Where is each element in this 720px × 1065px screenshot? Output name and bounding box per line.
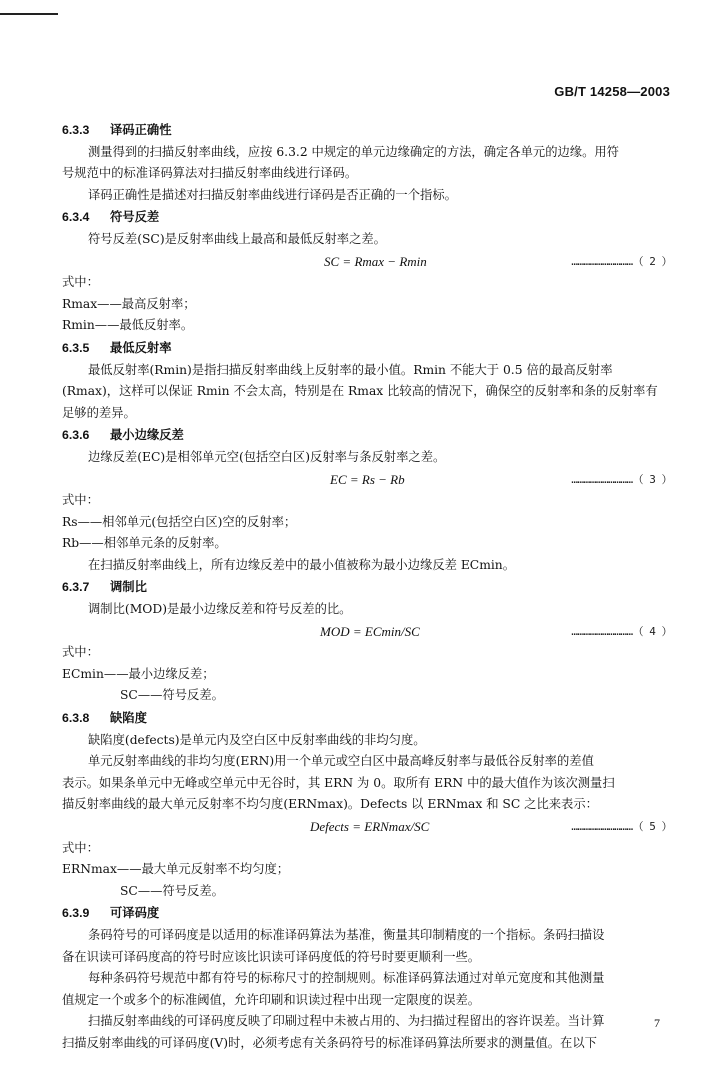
section-title: 缺陷度	[110, 710, 147, 726]
section-title: 最小边缘反差	[110, 427, 184, 443]
text-line: 式中：	[62, 645, 99, 660]
text-line: 足够的差异。	[62, 405, 136, 420]
section-title: 最低反射率	[110, 339, 172, 355]
section-heading	[62, 337, 672, 360]
paragraph-line: 条码符号的可译码度是以适用的标准译码算法为基准，衡量其印制精度的一个指标。条码扫描设	[88, 927, 605, 942]
formula-expression: SC = Rmax − Rmin	[324, 253, 427, 269]
text-line: Rb——相邻单元条的反射率。	[62, 536, 227, 551]
text-line: ECmin——最小边缘反差；	[62, 666, 215, 681]
text-line: (Rmax)，这样可以保证 Rmin 不会太高，特别是在 Rmax 比较高的情况下，确保空的反射率和条的反射率有	[62, 384, 658, 399]
paragraph-line: 最低反射率(Rmin)是指扫描反射率曲线上反射率的最小值。Rmin 不能大于 0.5 倍的最高反射率	[88, 362, 613, 377]
page-number: 7	[654, 1016, 660, 1030]
standard-number: GB/T 14258—2003	[554, 84, 670, 99]
paragraph-line: 边缘反差(EC)是相邻单元空(包括空白区)反射率与条反射率之差。	[88, 449, 446, 464]
formula-line	[62, 621, 672, 643]
text-line: SC——符号反差。	[120, 883, 224, 898]
text-line: 扫描反射率曲线的可译码度(V)时，必须考虑有关条码符号的标准译码算法所要求的测量值。在以下	[62, 1035, 597, 1050]
equation-number: …………………………（ 2 ）	[571, 254, 672, 268]
top-rule	[0, 13, 58, 15]
paragraph-line: 测量得到的扫描反射率曲线，应按 6.3.2 中规定的单元边缘确定的方法，确定各单元的边缘。用符	[88, 144, 619, 159]
formula-line	[62, 816, 672, 838]
section-heading	[62, 576, 672, 599]
formula-expression: MOD = ECmin/SC	[320, 623, 420, 639]
section-heading	[62, 902, 672, 925]
formula-line	[62, 251, 672, 273]
text-line: Rs——相邻单元(包括空白区)空的反射率；	[62, 514, 297, 529]
text-line: 式中：	[62, 275, 99, 290]
equation-number: …………………………（ 4 ）	[571, 624, 672, 638]
paragraph-line: 译码正确性是描述对扫描反射率曲线进行译码是否正确的一个指标。	[88, 187, 457, 202]
section-title: 译码正确性	[110, 122, 172, 137]
paragraph-line: 扫描反射率曲线的可译码度反映了印刷过程中未被占用的、为扫描过程留出的容许误差。当计算	[88, 1014, 605, 1029]
paragraph-line: 单元反射率曲线的非均匀度(ERN)用一个单元或空白区中最高峰反射率与最低谷反射率的差值	[88, 754, 594, 769]
text-line: 式中：	[62, 840, 99, 855]
paragraph-line: 调制比(MOD)是最小边缘反差和符号反差的比。	[88, 602, 352, 617]
section-heading	[62, 424, 672, 447]
equation-number: …………………………（ 3 ）	[571, 472, 672, 486]
text-line: Rmax——最高反射率；	[62, 296, 196, 311]
text-line: 描反射率曲线的最大单元反射率不均匀度(ERNmax)。Defects 以 ERNmax 和 SC 之比来表示：	[62, 797, 598, 812]
section-number: 6.3.5	[62, 340, 90, 355]
section-number: 6.3.6	[62, 428, 90, 443]
formula-expression: Defects = ERNmax/SC	[310, 819, 430, 834]
text-line: 值规定一个或多个的标准阈值，允许印刷和识读过程中出现一定限度的误差。	[62, 992, 481, 1007]
section-heading	[62, 707, 672, 730]
text-line: ERNmax——最大单元反射率不均匀度；	[62, 862, 290, 877]
text-line: 式中：	[62, 493, 99, 508]
equation-number: …………………………（ 5 ）	[571, 820, 672, 833]
text-line: Rmin——最低反射率。	[62, 318, 194, 333]
paragraph-line: 符号反差(SC)是反射率曲线上最高和最低反射率之差。	[88, 231, 386, 246]
section-title: 符号反差	[110, 209, 160, 225]
section-number: 6.3.8	[62, 711, 90, 726]
text-line: 备在识读可译码度高的符号时应该比识读可译码度低的符号时要更顺利一些。	[62, 949, 481, 964]
formula-line	[62, 469, 672, 491]
section-heading	[62, 206, 672, 229]
text-line: 表示。如果条单元中无峰或空单元中无谷时，其 ERN 为 0。取所有 ERN 中的最大值作为该次测量扫	[62, 775, 615, 790]
text-line: 号规范中的标准译码算法对扫描反射率曲线进行译码。	[62, 166, 358, 181]
paragraph-line: 在扫描反射率曲线上，所有边缘反差中的最小值被称为最小边缘反差 ECmin。	[88, 557, 516, 572]
section-number: 6.3.3	[62, 123, 90, 137]
document-body	[62, 119, 672, 1055]
section-number: 6.3.7	[62, 580, 90, 595]
text-line: SC——符号反差。	[120, 688, 224, 703]
section-title: 可译码度	[110, 905, 160, 921]
paragraph-line: 缺陷度(defects)是单元内及空白区中反射率曲线的非均匀度。	[88, 732, 426, 747]
section-heading	[62, 119, 672, 142]
section-number: 6.3.4	[62, 210, 90, 225]
formula-expression: EC = Rs − Rb	[330, 471, 405, 487]
paragraph-line: 每种条码符号规范中都有符号的标称尺寸的控制规则。标准译码算法通过对单元宽度和其他测量	[88, 971, 605, 986]
section-title: 调制比	[110, 579, 147, 595]
section-number: 6.3.9	[62, 906, 90, 921]
